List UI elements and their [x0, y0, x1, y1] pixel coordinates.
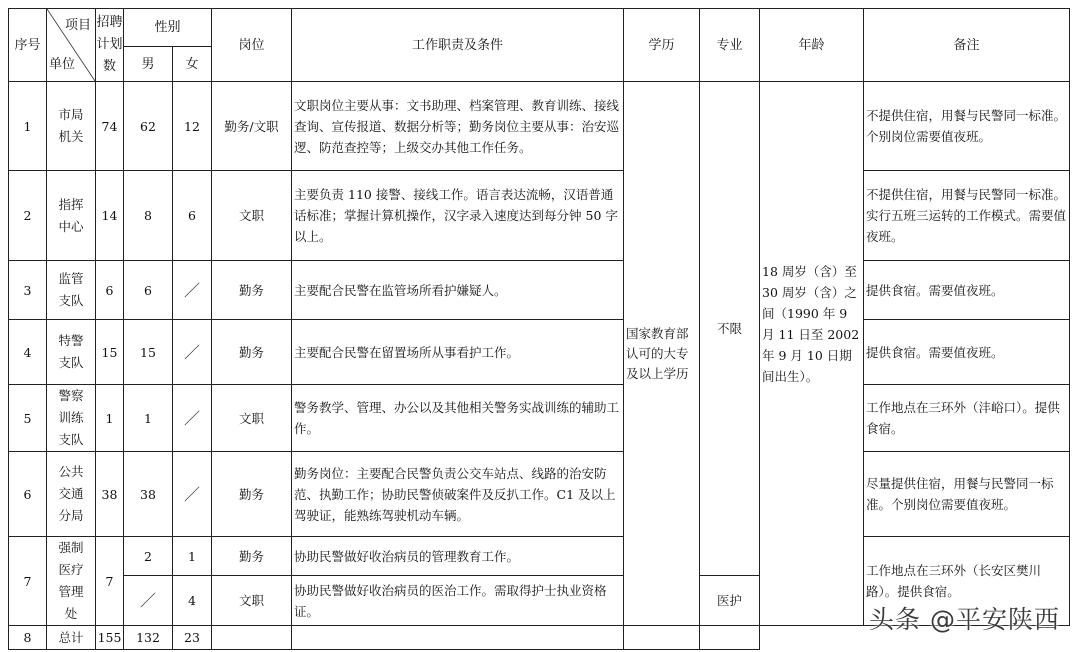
duties-cell: 协助民警做好收治病员的医治工作。需取得护士执业资格证。 [292, 576, 624, 626]
recruitment-table [8, 8, 1070, 650]
male-cell: 62 [124, 82, 173, 171]
header-unit: 单位 [49, 57, 76, 72]
remarks-cell: 提供食宿。需要值夜班。 [864, 320, 1070, 385]
plan-cell: 7 [96, 537, 124, 626]
header-duties: 工作职责及条件 [292, 9, 624, 82]
post-cell: 勤务/文职 [212, 82, 292, 171]
plan-cell: 38 [96, 452, 124, 537]
table-row [9, 452, 1070, 537]
post-cell: 勤务 [212, 261, 292, 320]
remarks-cell: 不提供住宿，用餐与民警同一标准。个别岗位需要值夜班。 [864, 82, 1070, 171]
header-row-1 [9, 9, 1070, 47]
unit-cell [47, 385, 96, 452]
unit-cell [47, 261, 96, 320]
seq-cell: 6 [9, 452, 47, 537]
post-cell: 文职 [212, 385, 292, 452]
unit-name: 强制医疗管理处 [58, 540, 84, 621]
header-education: 学历 [624, 9, 700, 82]
male-cell: 6 [124, 261, 173, 320]
total-male: 132 [124, 626, 173, 650]
table-row [9, 385, 1070, 452]
duties-cell: 主要负责 110 接警、接线工作。语言表达流畅，汉语普通话标准；掌握计算机操作，汉字录入速度达到每分钟 50 字以上。 [292, 171, 624, 261]
header-plan: 招聘计划数 [96, 9, 124, 82]
major-cell-medical: 医护 [700, 576, 760, 626]
empty-cell [292, 626, 624, 650]
post-cell: 文职 [212, 576, 292, 626]
unit-name: 监管支队 [58, 271, 84, 308]
header-project: 项目 [64, 18, 91, 33]
unit-cell [47, 452, 96, 537]
seq-cell: 8 [9, 626, 47, 650]
unit-name: 特警支队 [58, 333, 84, 370]
unit-name: 指挥中心 [58, 196, 84, 234]
table-row [9, 261, 1070, 320]
female-cell: ／ [173, 385, 212, 452]
age-cell: 18 周岁（含）至 30 周岁（含）之间（1990 年 9 月 11 日至 2002 年 9 月 10 日期间出生）。 [760, 82, 864, 626]
unit-cell [47, 537, 96, 626]
table-row [9, 320, 1070, 385]
header-major: 专业 [700, 9, 760, 82]
plan-cell: 74 [96, 82, 124, 171]
duties-cell: 协助民警做好收治病员的管理教育工作。 [292, 537, 624, 576]
unit-name: 警察训练支队 [58, 388, 84, 447]
duties-cell: 警务教学、管理、办公以及其他相关警务实战训练的辅助工作。 [292, 385, 624, 452]
unit-name: 公共交通分局 [58, 464, 84, 523]
header-project-unit [47, 9, 96, 82]
remarks-cell: 工作地点在三环外（长安区樊川路）。提供食宿。 [864, 537, 1070, 626]
header-seq: 序号 [9, 9, 47, 82]
header-female: 女 [173, 47, 212, 82]
unit-cell [47, 320, 96, 385]
female-cell: ／ [173, 261, 212, 320]
male-cell: ／ [124, 576, 173, 626]
empty-cell [624, 626, 700, 650]
remarks-cell: 不提供住宿，用餐与民警同一标准。实行五班三运转的工作模式。需要值夜班。 [864, 171, 1070, 261]
watermark: 头条 @平安陕西 [869, 605, 1060, 634]
male-cell: 1 [124, 385, 173, 452]
post-cell: 勤务 [212, 452, 292, 537]
table-row [9, 82, 1070, 171]
seq-cell: 4 [9, 320, 47, 385]
education-cell: 国家教育部认可的大专及以上学历 [624, 82, 700, 626]
major-cell: 不限 [700, 82, 760, 576]
total-plan: 155 [96, 626, 124, 650]
header-age: 年龄 [760, 9, 864, 82]
unit-name: 市局机关 [58, 107, 84, 144]
header-remarks: 备注 [864, 9, 1070, 82]
male-cell: 15 [124, 320, 173, 385]
female-cell: 6 [173, 171, 212, 261]
seq-cell: 5 [9, 385, 47, 452]
seq-cell: 7 [9, 537, 47, 626]
header-post: 岗位 [212, 9, 292, 82]
male-cell: 2 [124, 537, 173, 576]
empty-cell [700, 626, 760, 650]
male-cell: 8 [124, 171, 173, 261]
table-row [9, 537, 1070, 576]
header-gender: 性别 [124, 9, 212, 47]
female-cell: ／ [173, 452, 212, 537]
female-cell: 4 [173, 576, 212, 626]
post-cell: 文职 [212, 171, 292, 261]
plan-cell: 15 [96, 320, 124, 385]
post-cell: 勤务 [212, 320, 292, 385]
female-cell: 1 [173, 537, 212, 576]
post-cell: 勤务 [212, 537, 292, 576]
empty-cell [212, 626, 292, 650]
remarks-cell: 提供食宿。需要值夜班。 [864, 261, 1070, 320]
plan-cell: 6 [96, 261, 124, 320]
total-label: 总计 [47, 626, 96, 650]
plan-cell: 1 [96, 385, 124, 452]
male-cell: 38 [124, 452, 173, 537]
table-row [9, 171, 1070, 261]
female-cell: ／ [173, 320, 212, 385]
total-female: 23 [173, 626, 212, 650]
plan-cell: 14 [96, 171, 124, 261]
seq-cell: 2 [9, 171, 47, 261]
remarks-cell: 尽量提供住宿，用餐与民警同一标准。个别岗位需要值夜班。 [864, 452, 1070, 537]
unit-cell [47, 171, 96, 261]
header-male: 男 [124, 47, 173, 82]
seq-cell: 3 [9, 261, 47, 320]
female-cell: 12 [173, 82, 212, 171]
duties-cell: 主要配合民警在留置场所从事看护工作。 [292, 320, 624, 385]
seq-cell: 1 [9, 82, 47, 171]
unit-cell [47, 82, 96, 171]
duties-cell: 文职岗位主要从事：文书助理、档案管理、教育训练、接线查询、宣传报道、数据分析等；勤务岗位主要从事：治安巡逻、防范查控等；上级交办其他工作任务。 [292, 82, 624, 171]
duties-cell: 主要配合民警在监管场所看护嫌疑人。 [292, 261, 624, 320]
duties-cell: 勤务岗位：主要配合民警负责公交车站点、线路的治安防范、执勤工作；协助民警侦破案件及反扒工作。C1 及以上驾驶证，能熟练驾驶机动车辆。 [292, 452, 624, 537]
remarks-cell: 工作地点在三环外（沣峪口）。提供食宿。 [864, 385, 1070, 452]
